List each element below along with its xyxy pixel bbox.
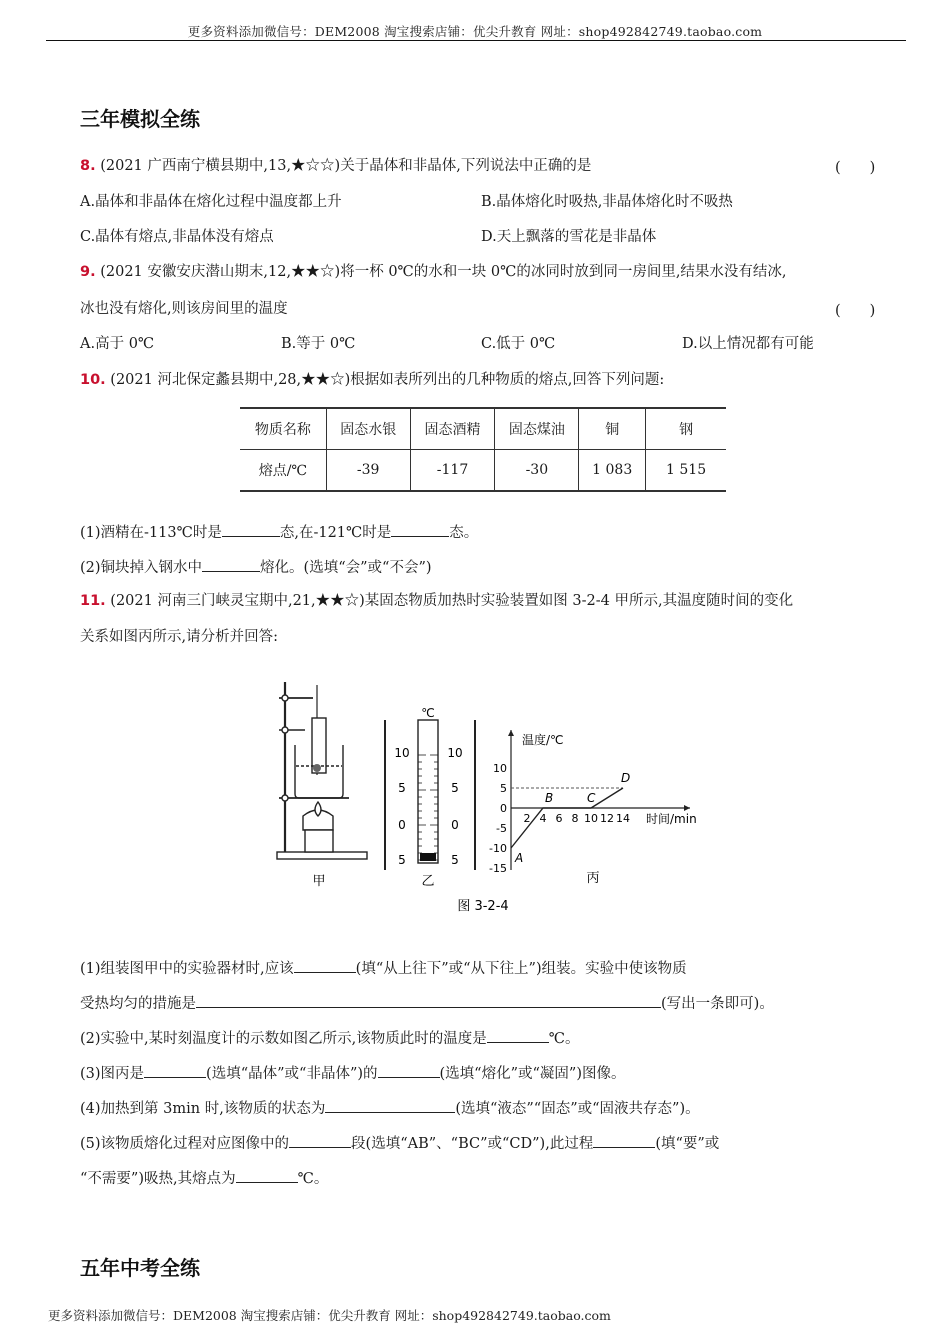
point-label-c: C	[587, 791, 596, 805]
question-11-sub1-line1	[80, 956, 687, 979]
answer-blank[interactable]	[391, 520, 449, 537]
answer-blank[interactable]	[294, 956, 356, 973]
table-cell: -39	[326, 450, 410, 492]
question-11-sub3	[80, 1061, 625, 1084]
text-segment: 熔化。(选填“会”或“不会”)	[260, 560, 432, 576]
flame	[315, 802, 321, 816]
thermometer-liquid	[420, 853, 436, 861]
label-yi: 乙	[421, 874, 435, 889]
answer-blank[interactable]	[487, 1026, 549, 1043]
graph-x-tick-label: 8	[571, 812, 579, 825]
text-segment: (选填“熔化”或“凝固”)图像。	[439, 1066, 626, 1082]
sample-substance	[313, 764, 321, 772]
question-11-text: (2021 河南三门峡灵宝期中,21,★★☆)某固态物质加热时实验装置如图 3-2-4 甲所示,其温度随时间的变化	[110, 593, 794, 609]
text-segment: “不需要”)吸热,其熔点为	[80, 1171, 236, 1187]
question-9-answer-paren: ( )	[835, 303, 876, 319]
melting-point-table	[240, 407, 726, 492]
graph-x-tick-label: 6	[555, 812, 563, 825]
table-cell: -117	[410, 450, 495, 492]
answer-blank[interactable]	[325, 1096, 455, 1113]
table-header-cell: 钢	[646, 408, 726, 450]
graph-x-label: 时间/min	[646, 812, 697, 826]
text-segment: (2)铜块掉入钢水中	[80, 560, 203, 576]
point-label-a: A	[515, 851, 524, 865]
text-segment: (选填“晶体”或“非晶体”)的	[206, 1066, 378, 1082]
text-segment: 态,在-121℃时是	[279, 525, 392, 541]
text-segment: ℃。	[548, 1031, 580, 1047]
question-11-sub4	[80, 1096, 700, 1119]
graph-x-tick-label: 10	[584, 812, 598, 825]
lamp-body	[305, 830, 333, 852]
graph-y-tick-label: -5	[496, 822, 507, 835]
graph-x-tick-label: 2	[523, 812, 531, 825]
graph-x-tick-label: 14	[616, 812, 630, 825]
question-11-sub1-line2	[80, 991, 774, 1014]
text-segment: 段(选填“AB”、“BC”或“CD”),此过程	[351, 1136, 594, 1152]
thermometer-diagram	[385, 706, 475, 870]
text-segment: (选填“液态”“固态”或“固液共存态”)。	[455, 1101, 700, 1117]
question-10-sub1	[80, 520, 478, 543]
table-header-cell: 固态水银	[326, 408, 410, 450]
question-9-option-b: B.等于 0℃	[281, 336, 356, 352]
question-9-option-c: C.低于 0℃	[481, 336, 556, 352]
graph-y-tick-label: 5	[500, 782, 507, 795]
question-8-number: 8.	[80, 158, 96, 174]
temperature-time-graph	[489, 730, 697, 875]
question-10-text: (2021 河北保定蠡县期中,28,★★☆)根据如表所列出的几种物质的熔点,回答下列问题:	[110, 372, 665, 388]
section-title-practice: 三年模拟全练	[80, 107, 200, 131]
answer-blank[interactable]	[289, 1131, 351, 1148]
y-axis-arrow	[508, 730, 514, 736]
question-9-stem-line2: 冰也没有熔化,则该房间里的温度	[80, 301, 288, 317]
point-label-b: B	[545, 791, 554, 805]
text-segment: (1)组装图甲中的实验器材时,应该	[80, 961, 294, 977]
table-header-cell: 物质名称	[240, 408, 326, 450]
question-9-stem-line1	[80, 262, 787, 282]
figure-3-2-4	[265, 660, 715, 920]
text-segment: 态。	[449, 525, 479, 541]
table-cell: 1 083	[579, 450, 646, 492]
table-header-cell: 固态煤油	[495, 408, 579, 450]
text-segment: (写出一条即可)。	[661, 996, 774, 1012]
apparatus-diagram	[277, 682, 367, 859]
text-segment: (5)该物质熔化过程对应图像中的	[80, 1136, 290, 1152]
text-segment: (3)图丙是	[80, 1066, 145, 1082]
answer-blank[interactable]	[378, 1061, 440, 1078]
label-bing: 丙	[586, 871, 600, 886]
label-jia: 甲	[312, 874, 326, 889]
table-header-cell: 固态酒精	[410, 408, 495, 450]
clamp-knob	[282, 727, 288, 733]
text-segment: ℃。	[297, 1171, 329, 1187]
thermometer-tick-label: 5	[398, 853, 406, 867]
question-8-stem	[80, 156, 591, 176]
question-8-answer-paren: ( )	[835, 160, 876, 176]
clamp-knob	[282, 795, 288, 801]
thermometer-tick-label: 5	[451, 853, 459, 867]
thermometer-tick-label: 5	[398, 781, 406, 795]
thermometer-tick-label: 10	[394, 746, 410, 760]
section-title-exam: 五年中考全练	[80, 1256, 200, 1280]
x-axis-arrow	[684, 805, 690, 811]
text-segment: (填“从上往下”或“从下往上”)组装。实验中使该物质	[355, 961, 687, 977]
thermometer-tick-label: 5	[451, 781, 459, 795]
text-segment: (2)实验中,某时刻温度计的示数如图乙所示,该物质此时的温度是	[80, 1031, 487, 1047]
graph-x-tick-label: 12	[600, 812, 614, 825]
question-8-option-d: D.天上飘落的雪花是非晶体	[481, 229, 657, 245]
question-9-number: 9.	[80, 264, 96, 280]
question-8-option-c: C.晶体有熔点,非晶体没有熔点	[80, 229, 274, 245]
graph-y-label: 温度/℃	[522, 733, 564, 747]
answer-blank[interactable]	[236, 1166, 298, 1183]
question-9-option-a: A.高于 0℃	[80, 336, 155, 352]
table-cell: 熔点/℃	[240, 450, 326, 492]
answer-blank[interactable]	[202, 555, 260, 572]
table-cell: 1 515	[646, 450, 726, 492]
text-segment: (填“要”或	[655, 1136, 720, 1152]
question-11-sub5-line2	[80, 1166, 328, 1189]
graph-x-tick-label: 4	[539, 812, 547, 825]
question-8-option-b: B.晶体熔化时吸热,非晶体熔化时不吸热	[481, 194, 733, 210]
thermometer-tube	[418, 720, 438, 863]
question-8-option-a: A.晶体和非晶体在熔化过程中温度都上升	[80, 194, 342, 210]
graph-y-tick-label: -15	[489, 862, 507, 875]
graph-y-tick-label: -10	[489, 842, 507, 855]
table-row	[240, 450, 726, 492]
table-header-row	[240, 408, 726, 450]
answer-blank[interactable]	[222, 520, 280, 537]
text-segment: (1)酒精在-113℃时是	[80, 525, 222, 541]
question-9-text: (2021 安徽安庆潜山期末,12,★★☆)将一杯 0℃的水和一块 0℃的冰同时放到同一房间里,结果水没有结冰,	[100, 264, 787, 280]
page-footer: 更多资料添加微信号：DEM2008 淘宝搜索店铺：优尖升教育 网址：shop492842749.taobao.com	[48, 1308, 611, 1323]
text-segment: 受热均匀的措施是	[80, 996, 196, 1012]
header-divider	[46, 40, 906, 41]
answer-blank[interactable]	[144, 1061, 206, 1078]
answer-blank[interactable]	[196, 991, 661, 1008]
question-11-stem-line2: 关系如图丙所示,请分析并回答:	[80, 629, 278, 645]
thermometer-tick-label: 0	[451, 818, 459, 832]
figure-caption: 图 3-2-4	[457, 899, 509, 914]
table-header-cell: 铜	[579, 408, 646, 450]
question-8-text: (2021 广西南宁横县期中,13,★☆☆)关于晶体和非晶体,下列说法中正确的是	[100, 158, 592, 174]
point-label-d: D	[621, 771, 631, 785]
apparatus-base	[277, 852, 367, 859]
text-segment: (4)加热到第 3min 时,该物质的状态为	[80, 1101, 326, 1117]
thermometer-tick-label: 10	[447, 746, 463, 760]
question-10-stem	[80, 370, 664, 390]
thermometer-tick-label: 0	[398, 818, 406, 832]
answer-blank[interactable]	[593, 1131, 655, 1148]
question-11-sub5-line1	[80, 1131, 719, 1154]
question-11-number: 11.	[80, 593, 106, 609]
graph-y-tick-label: 0	[500, 802, 507, 815]
page-header: 更多资料添加微信号：DEM2008 淘宝搜索店铺：优尖升教育 网址：shop492842749.taobao.com	[187, 24, 763, 39]
question-11-stem-line1	[80, 591, 793, 611]
clamp-knob	[282, 695, 288, 701]
question-10-number: 10.	[80, 372, 106, 388]
graph-y-tick-label: 10	[493, 762, 507, 775]
question-9-option-d: D.以上情况都有可能	[682, 336, 814, 352]
question-10-sub2	[80, 555, 432, 578]
thermometer-unit: ℃	[421, 706, 435, 720]
table-cell: -30	[495, 450, 579, 492]
question-11-sub2	[80, 1026, 580, 1049]
